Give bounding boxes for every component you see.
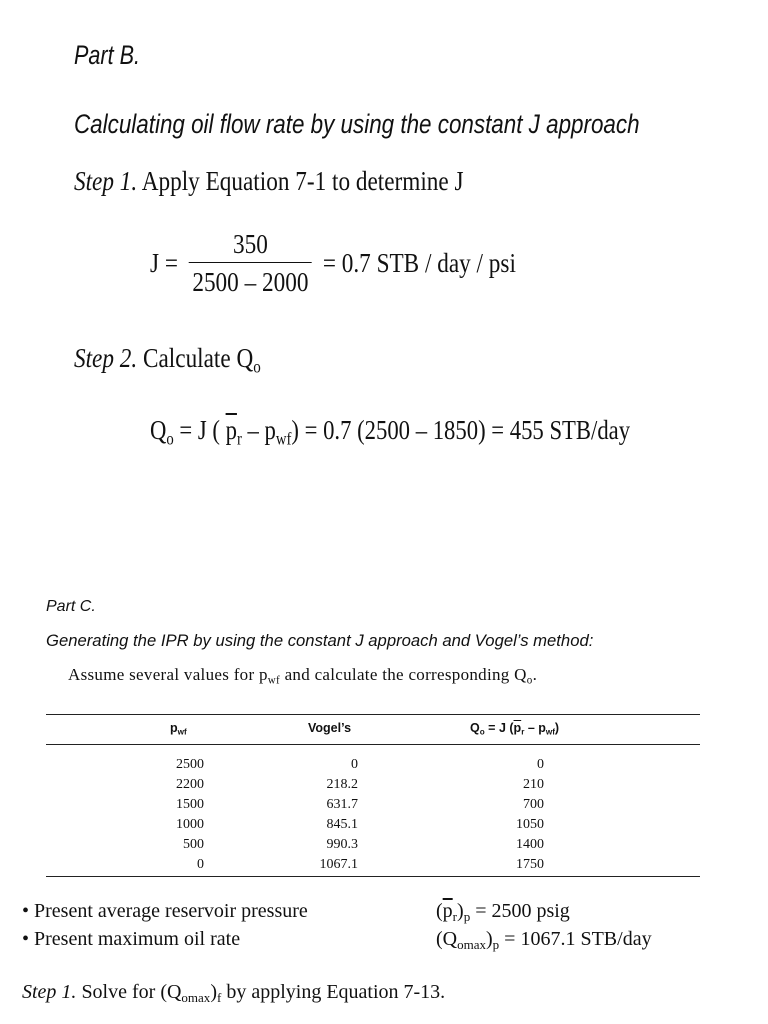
table-cell: 1400 [516,837,544,852]
fraction [189,229,312,298]
eq-minus: – p [241,415,276,445]
val-sub: p [492,936,500,952]
value-max-oil-rate [436,928,652,953]
equation-lhs: J = [150,248,178,278]
th-q: Q [470,721,480,735]
part-b-step-1 [74,166,464,197]
table-top-rule [46,714,700,715]
step-mid: ) [210,981,217,1003]
th-close: ) [554,721,560,735]
step-pre: Solve for (Q [76,981,182,1003]
th-pbar-sub: r [521,727,525,737]
val-pbar: $\overline{p}$ [442,900,453,922]
assume-sub-wf: wf [267,674,281,687]
table-cell: 2200 [176,777,204,792]
table-cell: 0 [351,757,358,772]
eq-pwf-sub: wf [275,428,292,449]
eq-q: Q [150,415,167,445]
step-text: Apply Equation 7-1 to determine J [141,166,464,196]
val-open: (Q [436,928,458,950]
part-b-heading: Part B. [74,40,141,70]
th-q-sub: o [479,727,485,737]
table-column-j-method [480,755,544,875]
table-cell: 0 [537,757,544,772]
table-header-vogel: Vogel’s [308,721,352,735]
table-column-pwf [150,755,204,875]
fraction-denominator: 2500 – 2000 [192,267,309,297]
val-rest: = 2500 psig [470,900,570,922]
table-bottom-rule [46,876,700,877]
val-open: ( [436,900,443,922]
th-minus: – p [524,721,546,735]
val-close: ) [486,928,493,950]
assume-pre: Assume several values for p [68,665,268,684]
bullet-max-oil-rate: • Present maximum oil rate [22,928,241,950]
step-label: Step 1. [22,981,77,1003]
step-sub-omax: omax [181,989,211,1005]
value-average-pressure [436,900,570,925]
step-post: by applying Equation 7-13. [221,981,446,1003]
th-p: p [170,721,178,735]
part-c-heading: Part C. [46,598,96,615]
th-pbar: $\overline{p}$ [513,721,522,735]
equation-rhs: = 0.7 STB / day / psi [322,248,516,278]
th-eq: = J ( [484,721,514,735]
equation-j [150,229,516,298]
eq-j: = J ( [173,415,226,445]
th-wf: wf [177,727,187,737]
table-cell: 1067.1 [319,857,358,872]
assume-mid: and calculate the corresponding Q [280,665,527,684]
table-header-qo [470,721,559,736]
fraction-numerator: 350 [189,229,312,263]
table-cell: 1050 [516,817,544,832]
table-cell: 0 [197,857,204,872]
table-cell: 2500 [176,757,204,772]
part-b-title: Calculating oil flow rate by using the constant J approach [74,109,640,139]
table-cell: 218.2 [326,777,358,792]
part-b-step-2 [74,343,261,377]
eq-rhs: ) = 0.7 (2500 – 1850) = 455 STB/day [291,415,631,445]
table-cell: 700 [523,797,544,812]
eq-p-sub: r [236,428,242,449]
eq-q-sub: o [166,428,174,449]
val-sub: p [463,908,471,924]
step-sub: o [253,356,261,377]
table-header-pwf [170,721,187,736]
part-c-title: Generating the IPR by using the constant J approach and Vogel’s method: [46,631,594,650]
step-label: Step 2. [74,343,138,373]
table-cell: 210 [523,777,544,792]
th-pwf-sub: wf [545,727,555,737]
table-cell: 1750 [516,857,544,872]
table-cell: 631.7 [326,797,358,812]
val-rest: = 1067.1 STB/day [499,928,652,950]
assume-text [68,665,537,686]
table-cell: 1000 [176,817,204,832]
bullet-average-pressure: • Present average reservoir pressure [22,900,308,922]
val-r: r [452,908,458,924]
table-cell: 500 [183,837,204,852]
assume-sub-o: o [526,674,533,687]
step-sub-f: f [216,989,222,1005]
table-column-vogel [300,755,358,875]
step-text: Calculate Q [143,343,254,373]
table-header-rule [46,744,700,745]
table-cell: 1500 [176,797,204,812]
part-c-step-1 [22,981,445,1006]
table-cell: 845.1 [326,817,358,832]
table-cell: 990.3 [326,837,358,852]
eq-p-bar: $\overline{p}$ [225,415,237,445]
val-close: ) [457,900,464,922]
equation-qo [150,415,630,449]
step-label: Step 1. [74,166,138,196]
val-omax: omax [457,936,486,952]
assume-post: . [532,665,538,684]
